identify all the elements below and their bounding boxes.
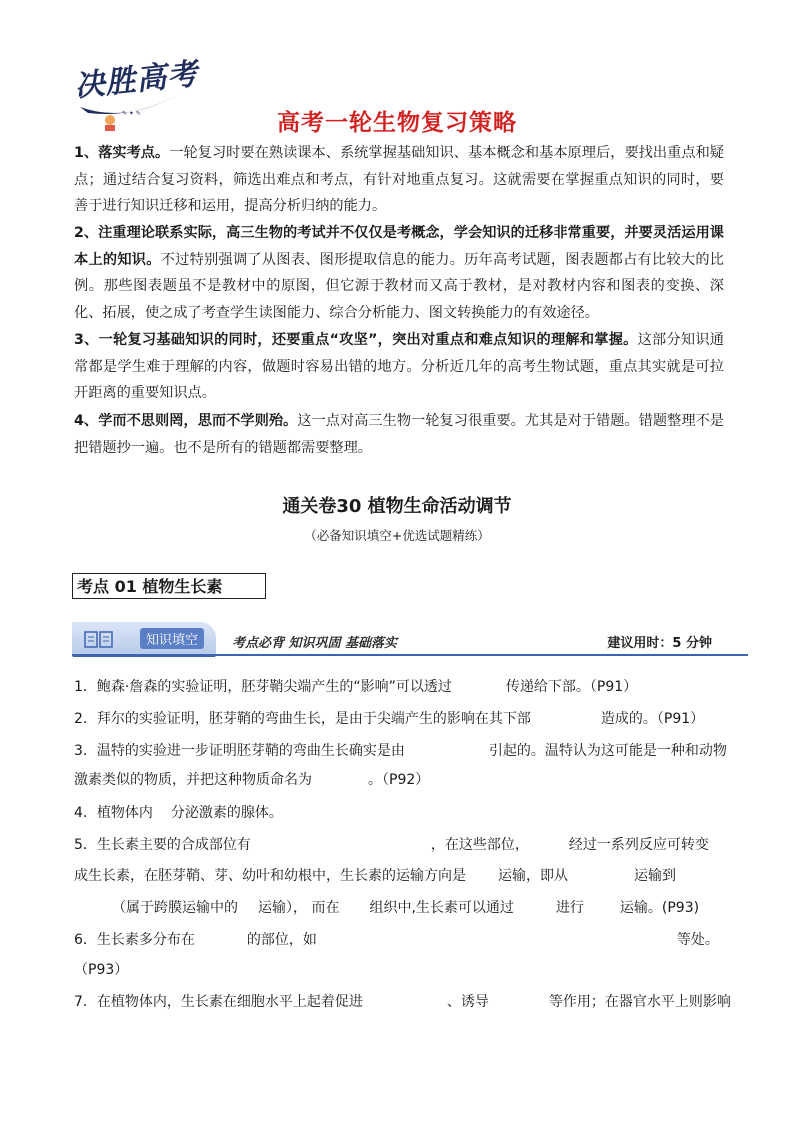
banner-suggested-time: 建议用时：5 分钟 xyxy=(607,636,712,651)
page-title: 高考一轮生物复习策略 xyxy=(277,110,517,136)
q6-text-b: 的部位，如 xyxy=(246,932,317,948)
question-5 xyxy=(74,835,734,855)
knowledge-banner xyxy=(72,620,748,660)
q5c-text-b: 运输）， 而在 xyxy=(258,900,340,916)
q5b-text-a: 成生长素，在胚芽鞘、芽、幼叶和幼根中，生长素的运输方向是 xyxy=(74,868,466,884)
q7-text-c: 等作用；在器官水平上则影响 xyxy=(548,994,731,1010)
section-subtitle: （必备知识填空+优选试题精练） xyxy=(304,528,490,543)
q5c-text-c: 组织中,生长素可以通过 xyxy=(369,900,514,916)
q4-text-a: 4．植物体内 xyxy=(74,805,153,821)
banner-underline xyxy=(216,654,748,656)
strategy-3-lead: 3、一轮复习基础知识的同时，还要重点“攻坚”，突出对重点和难点知识的理解和掌握。 xyxy=(74,332,638,348)
question-5-cont xyxy=(74,866,734,886)
question-6-cont xyxy=(74,960,734,980)
strategy-2 xyxy=(74,220,724,327)
q6-text-a: 6．生长素多分布在 xyxy=(74,932,195,948)
strategy-1 xyxy=(74,140,724,220)
strategy-3 xyxy=(74,327,724,407)
section-title: 通关卷30 植物生命活动调节 xyxy=(282,496,512,517)
strategy-1-lead: 1、落实考点。 xyxy=(74,145,170,161)
q3-text-a: 3．温特的实验进一步证明胚芽鞘的弯曲生长确实是由 xyxy=(74,743,405,759)
kaodian-heading: 考点 01 植物生长素 xyxy=(72,573,266,599)
q7-text-b: 、诱导 xyxy=(446,994,489,1010)
question-6 xyxy=(74,930,734,950)
question-7 xyxy=(74,992,734,1012)
q5b-text-b: 运输，即从 xyxy=(498,868,568,884)
q3-text-b: 引起的。温特认为这可能是一种和动物 xyxy=(488,743,727,759)
question-3 xyxy=(74,741,734,761)
q2-text-a: 2．拜尔的实验证明，胚芽鞘的弯曲生长，是由于尖端产生的影响在其下部 xyxy=(74,711,531,727)
q6b-text-a: （P93） xyxy=(74,962,129,978)
strategy-2-body: 不过特别强调了从图表、图形提取信息的能力。历年高考试题，图表题都占有比较大的比例。那些图表题虽不是教材中的原图，但它源于教材而又高于教材，是对教材内容和图表的变换、深化、拓展，使之成了考查学生读图能力、综合分析能力、图文转换能力的有效途径。 xyxy=(74,251,724,322)
svg-text:✎ ✦ ✎: ✎ ✦ ✎ xyxy=(122,110,141,117)
q4-text-b: 分泌激素的腺体。 xyxy=(170,805,283,821)
question-4 xyxy=(74,803,734,823)
q5c-text-e: 运输。(P93) xyxy=(619,900,700,916)
question-1 xyxy=(74,677,734,697)
q3b-text-b: 。（P92） xyxy=(368,772,430,788)
q1-text-b: 传递给下部。（P91） xyxy=(505,679,638,695)
banner-middle-text: 考点必背 知识巩固 基础落实 xyxy=(232,636,398,651)
strategy-4-body: 这一点对高三生物一轮复习很重要。尤其是对于错题。错题整理不是把错题抄一遍。也不是所有的错题都需要整理。 xyxy=(74,413,724,456)
strategy-2-lead: 2、注重理论联系实际，高三生物的考试并不仅仅是考概念，学会知识的迁移非常重要，并要灵活运用课本上的知识。 xyxy=(74,225,724,268)
q7-text-a: 7．在植物体内，生长素在细胞水平上起着促进 xyxy=(74,994,363,1010)
q5-text-a: 5．生长素主要的合成部位有 xyxy=(74,837,251,853)
book-icon xyxy=(84,631,114,648)
question-3-cont xyxy=(74,770,734,790)
q5b-text-c: 运输到 xyxy=(634,868,676,884)
q5c-text-a: （属于跨膜运输中的 xyxy=(112,900,238,916)
strategy-4 xyxy=(74,408,724,461)
strategy-4-lead: 4、学而不思则罔，思而不学则殆。 xyxy=(74,413,298,429)
q5c-text-d: 进行 xyxy=(555,900,584,916)
q2-text-b: 造成的。（P91） xyxy=(600,711,705,727)
strategy-3-body: 这部分知识通常都是学生难于理解的内容，做题时容易出错的地方。分析近几年的高考生物试题，重点其实就是可拉开距离的重要知识点。 xyxy=(74,332,724,402)
strategy-1-body: 一轮复习时要在熟读课本、系统掌握基础知识、基本概念和基本原理后，要找出重点和疑点；通过结合复习资料，筛选出难点和考点，有针对地重点复习。这就需要在掌握重点知识的同时，要善于进行知识迁移和运用，提高分析归纳的能力。 xyxy=(74,145,724,215)
logo-text: 决胜高考 xyxy=(72,56,200,105)
q3b-text-a: 激素类似的物质，并把这种物质命名为 xyxy=(74,772,312,788)
q1-text-a: 1．鲍森·詹森的实验证明，胚芽鞘尖端产生的“影响”可以透过 xyxy=(74,679,452,695)
q6-text-c: 等处。 xyxy=(676,932,719,948)
q5-text-b: ，在这些部位， xyxy=(430,837,529,853)
q5-text-c: 经过一系列反应可转变 xyxy=(568,837,709,853)
question-2 xyxy=(74,709,734,729)
question-5-cont-2 xyxy=(84,898,744,918)
banner-tab-label: 知识填空 xyxy=(140,628,204,649)
banner-tab xyxy=(72,622,216,657)
